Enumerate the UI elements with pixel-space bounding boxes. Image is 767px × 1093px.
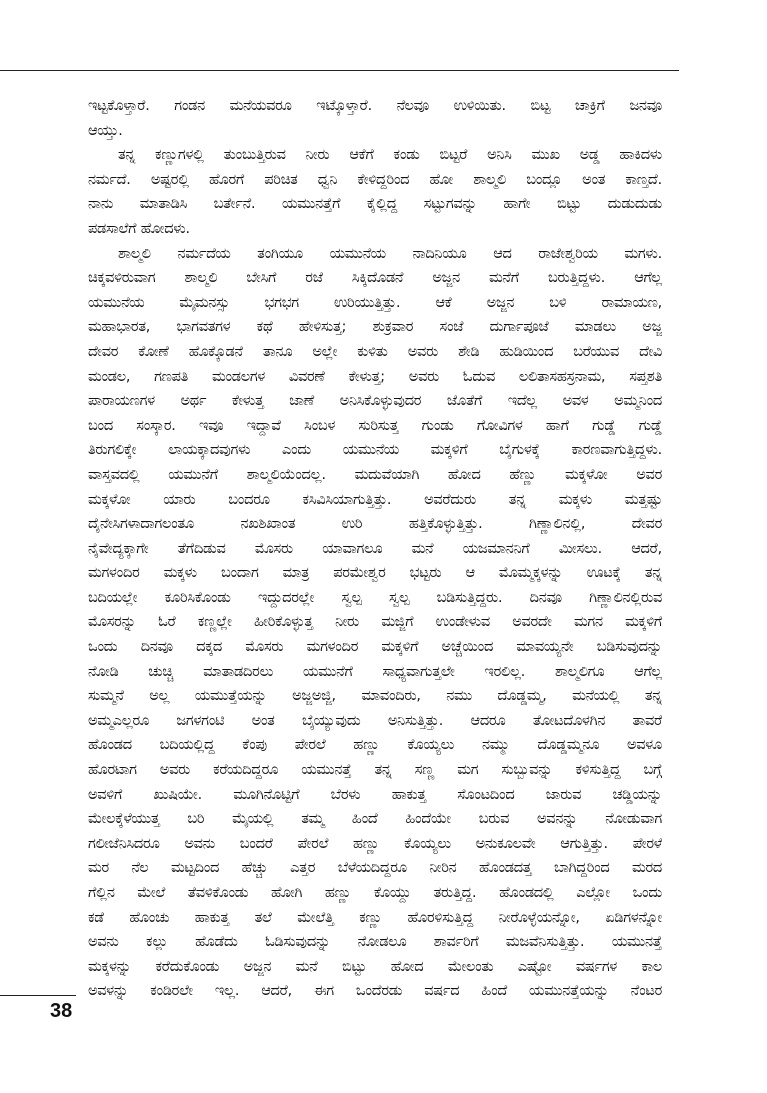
text-line: ನಾನು ಮಾತಾಡಿಸಿ ಬರ್ತೇನೆ. ಯಮುನತ್ತೆಗೆ ಕೈಲ್ಲಿದ್ದ ಸಟ್ಟುಗವನ್ನು ಹಾಗೇ ಬಿಟ್ಟು ದುಡುದುಡು — [88, 196, 662, 213]
text-line: ಬದಿಯಲ್ಲೇ ಕೂರಿಸಿಕೊಂಡು ಇದ್ದುದರಲ್ಲೇ ಸ್ವಲ್ಪ ಸ್ವಲ್ಪ ಬಡಿಸುತ್ತಿದ್ದರು. ದಿನವೂ ಗಿಣ್ಣಾಲಿನಲ್ಲಿರುವ — [88, 589, 662, 606]
text-line: ಇಟ್ಟಕೊಳ್ತಾರೆ. ಗಂಡನ ಮನೆಯವರೂ ಇಟ್ಕೊಳ್ತಾರೆ. ನೆಲವೂ ಉಳಿಯಿತು. ಬಿಟ್ಟ ಚಾಕ್ರಿಗೆ ಜನವೂ — [88, 98, 662, 114]
text-line: ಗೆಲ್ಲಿನ ಮೇಲೆ ತೆವಳಿಕೊಂಡು ಹೋಗಿ ಹಣ್ಣು ಕೊಯ್ದು ತರುತ್ತಿದ್ದ. ಹೊಂಡದಲ್ಲಿ ಎಲ್ಲೋ ಒಂದು — [88, 885, 662, 901]
text-line: ತಿರುಗಲಿಕ್ಕೇ ಲಾಯಕ್ಕಾದವುಗಳು ಎಂದು ಯಮುನೆಯ ಮಕ್ಕಳಿಗೆ ಬೈಗುಳಕ್ಕೆ ಕಾರಣವಾಗುತ್ತಿದ್ದಳು. — [88, 442, 662, 459]
text-line: ಬಂದ ಸಂಸ್ಕಾರ. ಇವೂ ಇದ್ದಾವೆ ಸಿಂಬಳ ಸುರಿಸುತ್ತ ಗುಂಡು ಗೋವಿಗಳ ಹಾಗೆ ಗುಡ್ಡೆ ಗುಡ್ಡೆ — [88, 417, 662, 434]
text-line: ಗಲೀಜೆನಿಸಿದರೂ ಅವನು ಬಂದರೆ ಪೇರಲೆ ಹಣ್ಣು ಕೊಯ್ಯಲು ಅನುಕೂಲವೇ ಆಗುತ್ತಿತ್ತು. ಪೇರಳೆ — [88, 835, 662, 852]
text-line: ನರ್ಮದೆ. ಅಷ್ಟರಲ್ಲಿ ಹೊರಗೆ ಪರಿಚಿತ ಧ್ವನಿ ಕೇಳಿದ್ದರಿಂದ ಹೋ ಶಾಲ್ಮಲಿ ಬಂದ್ಲೂ ಅಂತ ಕಾಣ್ತದೆ. — [88, 171, 662, 188]
text-line: ಮರ ನೆಲ ಮಟ್ಟದಿಂದ ಹೆಚ್ಚು ಎತ್ತರ ಬೆಳೆಯದಿದ್ದರೂ ನೀರಿನ ಹೊಂಡದತ್ತ ಬಾಗಿದ್ದರಿಂದ ಮರದ — [88, 860, 662, 877]
text-line: ಮಂಡಲ, ಗಣಪತಿ ಮಂಡಲಗಳ ವಿವರಣೆ ಕೇಳುತ್ತ; ಅವರು ಓದುವ ಲಲಿತಾಸಹಸ್ರನಾಮ, ಸಪ್ತಶತಿ — [88, 368, 662, 385]
text-line: ನೈವೇದ್ಯಕ್ಕಾಗೇ ತೆಗೆದಿಡುವ ಮೊಸರು ಯಾವಾಗಲೂ ಮನೆ ಯಜಮಾನನಿಗೆ ಮೀಸಲು. ಆದರೆ, — [88, 540, 662, 557]
text-line: ಹೊರಟಾಗ ಅವರು ಕರೆಯದಿದ್ದರೂ ಯಮುನತ್ತೆ ತನ್ನ ಸಣ್ಣ ಮಗ ಸುಬ್ಬುವನ್ನು ಕಳಿಸುತ್ತಿದ್ದ ಬಗ್ಗೆ — [88, 762, 662, 779]
text-line: ಅವಳಿಗೆ ಖುಷಿಯೇ. ಮೂಗಿನೊಟ್ಟಿಗೆ ಬೆರಳು ಹಾಕುತ್ತ ಸೊಂಟದಿಂದ ಜಾರುವ ಚಡ್ಡಿಯನ್ನು — [88, 786, 662, 803]
text-line: ಸುಮ್ಮನೆ ಅಲ್ಲ ಯಮುತ್ತೆಯನ್ನು ಅಜ್ಜಅಜ್ಜಿ, ಮಾವಂದಿರು, ನಮು ದೊಡ್ಡಮ್ಮ, ಮನೆಯಲ್ಲಿ ತನ್ನ — [88, 688, 662, 705]
text-line: ಶಾಲ್ಮಲಿ ನರ್ಮದೆಯ ತಂಗಿಯೂ ಯಮುನೆಯ ನಾದಿನಿಯೂ ಆದ ರಾಜೇಶ್ವರಿಯ ಮಗಳು. — [118, 245, 662, 262]
text-line: ಆಯ್ತು. — [88, 122, 123, 139]
text-line: ತನ್ನ ಕಣ್ಣುಗಳಲ್ಲಿ ತುಂಬುತ್ತಿರುವ ನೀರು ಆಕೆಗೆ ಕಂಡು ಬಿಟ್ಟರೆ ಅನಿಸಿ ಮುಖ ಅಡ್ಡ ಹಾಕಿದಳು — [118, 147, 662, 164]
text-line: ಮೇಲಕ್ಕೆಳೆಯುತ್ತ ಬರಿ ಮೈಯಲ್ಲಿ ತಮ್ಮ ಹಿಂದೆ ಹಿಂದೆಯೇ ಬರುವ ಅವನನ್ನು ನೋಡುವಾಗ — [88, 811, 662, 828]
text-line: ಅವಳನ್ನು ಕಂಡಿರಲೇ ಇಲ್ಲ. ಆದರೆ, ಈಗ ಒಂದೆರಡು ವರ್ಷದ ಹಿಂದೆ ಯಮುನತ್ತೆಯನ್ನು ನೆಂಟರ — [88, 983, 662, 1000]
text-line: ಮಹಾಭಾರತ, ಭಾಗವತಗಳ ಕಥೆ ಹೇಳಿಸುತ್ತ; ಶುಕ್ರವಾರ ಸಂಜೆ ದುರ್ಗಾಪೂಜೆ ಮಾಡಲು ಅಜ್ಜ — [88, 319, 662, 336]
body-text — [88, 94, 662, 1004]
text-line: ಅವನು ಕಲ್ಲು ಹೊಡೆದು ಓಡಿಸುವುದನ್ನು ನೋಡಲೂ ಶಾರ್ವರಿಗೆ ಮಜವೆನಿಸುತ್ತಿತ್ತು. ಯಮುನತ್ತೆ — [88, 934, 662, 951]
text-line: ಮಗಳಂದಿರ ಮಕ್ಕಳು ಬಂದಾಗ ಮಾತ್ರ ಪರಮೇಶ್ವರ ಭಟ್ಟರು ಆ ಮೊಮ್ಮಕ್ಕಳನ್ನು ಊಟಕ್ಕೆ ತನ್ನ — [88, 565, 662, 582]
text-line: ದೇವರ ಕೋಣೆ ಹೊಕ್ಕೊಡನೆ ತಾನೂ ಅಲ್ಲೇ ಕುಳಿತು ಅವರು ಶೇಡಿ ಹುಡಿಯಿಂದ ಬರೆಯುವ ದೇವಿ — [88, 343, 662, 360]
text-line: ಮಕ್ಕಳನ್ನು ಕರೆದುಕೊಂಡು ಅಜ್ಜನ ಮನೆ ಬಿಟ್ಟು ಹೋದ ಮೇಲಂತು ಎಷ್ಟೋ ವರ್ಷಗಳ ಕಾಲ — [88, 958, 662, 975]
text-line: ಹೊಂಡದ ಬದಿಯಲ್ಲಿದ್ದ ಕೆಂಪು ಪೇರಲೆ ಹಣ್ಣು ಕೊಯ್ಯಲು ನಮ್ಮು ದೊಡ್ಡಮ್ಮನೂ ಅವಳೂ — [88, 737, 662, 754]
text-line: ಕಡೆ ಹೊಂಚು ಹಾಕುತ್ತ ತಲೆ ಮೇಲೆತ್ತಿ ಕಣ್ಣು ಹೊರಳಿಸುತ್ತಿದ್ದ ನೀರೊಳ್ಳೆಯನ್ನೋ, ಏಡಿಗಳನ್ನೋ — [88, 909, 662, 926]
text-line: ಅಮ್ಮಎಲ್ಲರೂ ಜಗಳಗಂಟಿ ಅಂತ ಬೈಯ್ಯುವುದು ಅನಿಸುತ್ತಿತ್ತು. ಆದರೂ ತೋಟದೊಳಗಿನ ತಾವರೆ — [88, 712, 662, 729]
text-line: ಮೊಸರನ್ನು ಓರೆ ಕಣ್ಣಲ್ಲೇ ಹೀರಿಕೊಳ್ಳುತ್ತ ನೀರು ಮಜ್ಜಿಗೆ ಉಂಡೇಳುವ ಅವರದೇ ಮಗನ ಮಕ್ಕಳಿಗೆ — [88, 614, 662, 631]
text-line: ಮಕ್ಕಳೋ ಯಾರು ಬಂದರೂ ಕಸಿವಿಸಿಯಾಗುತ್ತಿತ್ತು. ಅವರೆದುರು ತನ್ನ ಮಕ್ಕಳು ಮತ್ತಷ್ಟು — [88, 491, 662, 508]
page-number: 38 — [50, 1000, 73, 1022]
text-line: ಪಡಸಾಲೆಗೆ ಹೋದಳು. — [88, 220, 190, 237]
text-line: ಒಂದು ದಿನವೂ ದಕ್ಕದ ಮೊಸರು ಮಗಳಂದಿರ ಮಕ್ಕಳಿಗೆ ಅಚ್ಚೆಯಿಂದ ಮಾವಯ್ಯನೇ ಬಡಿಸುವುದನ್ನು — [88, 639, 662, 656]
text-line: ಯಮುನೆಯ ಮೈಮನಸ್ಸು ಭಗಭಗ ಉರಿಯುತ್ತಿತ್ತು. ಆಕೆ ಅಜ್ಜನ ಬಳಿ ರಾಮಾಯಣ, — [88, 294, 662, 311]
text-line: ಚಿಕ್ಕವಳಿರುವಾಗ ಶಾಲ್ಮಲಿ ಬೇಸಿಗೆ ರಜೆ ಸಿಕ್ಕಿದೊಡನೆ ಅಜ್ಜನ ಮನೆಗೆ ಬರುತ್ತಿದ್ದಳು. ಆಗೆಲ್ಲ — [88, 270, 662, 287]
top-rule — [0, 70, 679, 71]
text-line: ಪಾರಾಯಣಗಳ ಅರ್ಥ ಕೇಳುತ್ತ ಜಾಣೆ ಅನಿಸಿಕೊಳ್ಳುವುದರ ಜೊತೆಗೆ ಇದೆಲ್ಲ ಅವಳ ಅಮ್ಮನಿಂದ — [88, 393, 662, 410]
text-line: ನೋಡಿ ಚುಚ್ಚಿ ಮಾತಾಡದಿರಲು ಯಮುನೆಗೆ ಸಾಧ್ಯವಾಗುತ್ತಲೇ ಇರಲಿಲ್ಲ. ಶಾಲ್ಮಲಿಗೂ ಆಗೆಲ್ಲ — [88, 663, 662, 680]
footer-rule — [0, 995, 76, 996]
text-line: ದೈನೇಸಿಗಳಾದಾಗಲಂತೂ ನಖಶಿಖಾಂತ ಉರಿ ಹತ್ತಿಕೊಳ್ಳುತ್ತಿತ್ತು. ಗಿಣ್ಣಾಲಿನಲ್ಲಿ, ದೇವರ — [88, 516, 662, 533]
text-line: ವಾಸ್ತವದಲ್ಲಿ ಯಮುನೆಗೆ ಶಾಲ್ಮಲಿಯೆಂದಲ್ಲ. ಮದುವೆಯಾಗಿ ಹೋದ ಹೆಣ್ಣು ಮಕ್ಕಳೋ ಅವರ — [88, 466, 662, 483]
